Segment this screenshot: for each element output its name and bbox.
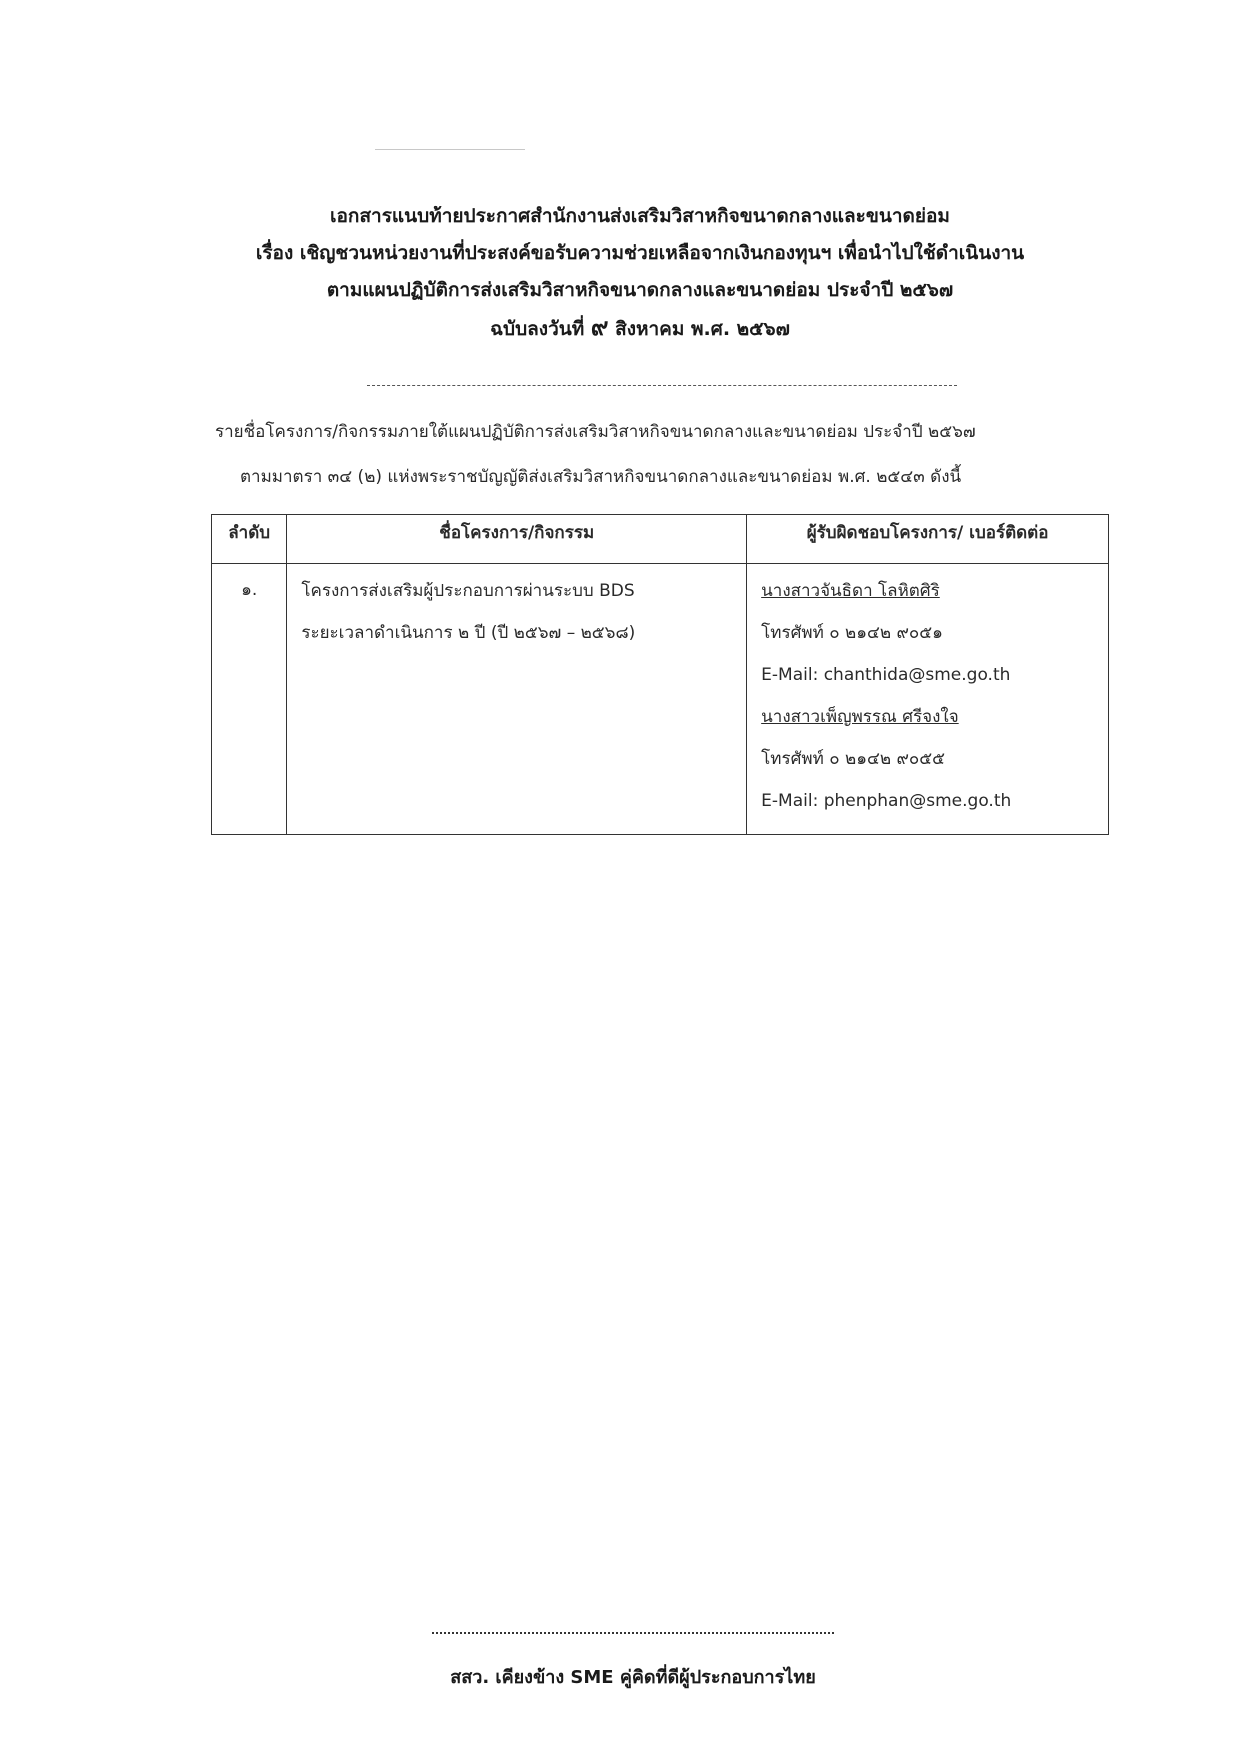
issue-date-day: ๙ <box>590 313 609 341</box>
document-title-block <box>200 198 1080 348</box>
header-contact: ผู้รับผิดชอบโครงการ/ เบอร์ติดต่อ <box>747 515 1109 564</box>
title-line-1: เอกสารแนบท้ายประกาศสำนักงานส่งเสริมวิสาหกิจขนาดกลางและขนาดย่อม <box>330 205 950 227</box>
table-row <box>212 564 1109 835</box>
project-table <box>211 514 1109 835</box>
issue-date-line <box>200 309 1080 348</box>
footer-dotted-rule <box>432 1632 834 1634</box>
top-decorative-rule <box>375 149 525 150</box>
table-header-row <box>212 515 1109 564</box>
contact-phone-1: โทรศัพท์ ๐ ๒๑๔๒ ๙๐๕๑ <box>761 623 943 643</box>
title-divider <box>367 385 957 386</box>
footer-slogan: สสว. เคียงข้าง SME คู่คิดที่ดีผู้ประกอบการไทย <box>450 1667 816 1688</box>
contact-cell <box>747 564 1109 835</box>
contact-person-2: นางสาวเพ็ญพรรณ ศรีจงใจ <box>761 707 959 727</box>
intro-line-2: ตามมาตรา ๓๔ (๒) แห่งพระราชบัญญัติส่งเสริมวิสาหกิจขนาดกลางและขนาดย่อม พ.ศ. ๒๕๔๓ ดังนี้ <box>240 467 962 487</box>
contact-email-1[interactable]: E-Mail: chanthida@sme.go.th <box>761 665 1011 685</box>
contact-phone-2: โทรศัพท์ ๐ ๒๑๔๒ ๙๐๕๕ <box>761 749 946 769</box>
title-line-2: เรื่อง เชิญชวนหน่วยงานที่ประสงค์ขอรับความช่วยเหลือจากเงินกองทุนฯ เพื่อนำไปใช้ดำเนินงาน <box>255 242 1025 264</box>
intro-line-1: รายชื่อโครงการ/กิจกรรมภายใต้แผนปฏิบัติการส่งเสริมวิสาหกิจขนาดกลางและขนาดย่อม ประจำปี ๒๕๖๗ <box>215 422 976 442</box>
intro-paragraph <box>215 410 1135 500</box>
issue-date-prefix: ฉบับลงวันที่ <box>490 318 585 340</box>
issue-date-suffix: สิงหาคม พ.ศ. ๒๕๖๗ <box>615 318 790 340</box>
page-footer <box>428 1632 838 1691</box>
project-cell <box>287 564 747 835</box>
title-line-3: ตามแผนปฏิบัติการส่งเสริมวิสาหกิจขนาดกลางและขนาดย่อม ประจำปี ๒๕๖๗ <box>326 279 954 301</box>
row-number: ๑. <box>212 564 287 835</box>
contact-email-2[interactable]: E-Mail: phenphan@sme.go.th <box>761 791 1012 811</box>
header-no: ลำดับ <box>212 515 287 564</box>
project-name: โครงการส่งเสริมผู้ประกอบการผ่านระบบ BDS <box>301 581 635 601</box>
header-project-name: ชื่อโครงการ/กิจกรรม <box>287 515 747 564</box>
project-duration: ระยะเวลาดำเนินการ ๒ ปี (ปี ๒๕๖๗ – ๒๕๖๘) <box>301 623 636 643</box>
contact-person-1: นางสาวจันธิดา โลหิตศิริ <box>761 581 940 601</box>
